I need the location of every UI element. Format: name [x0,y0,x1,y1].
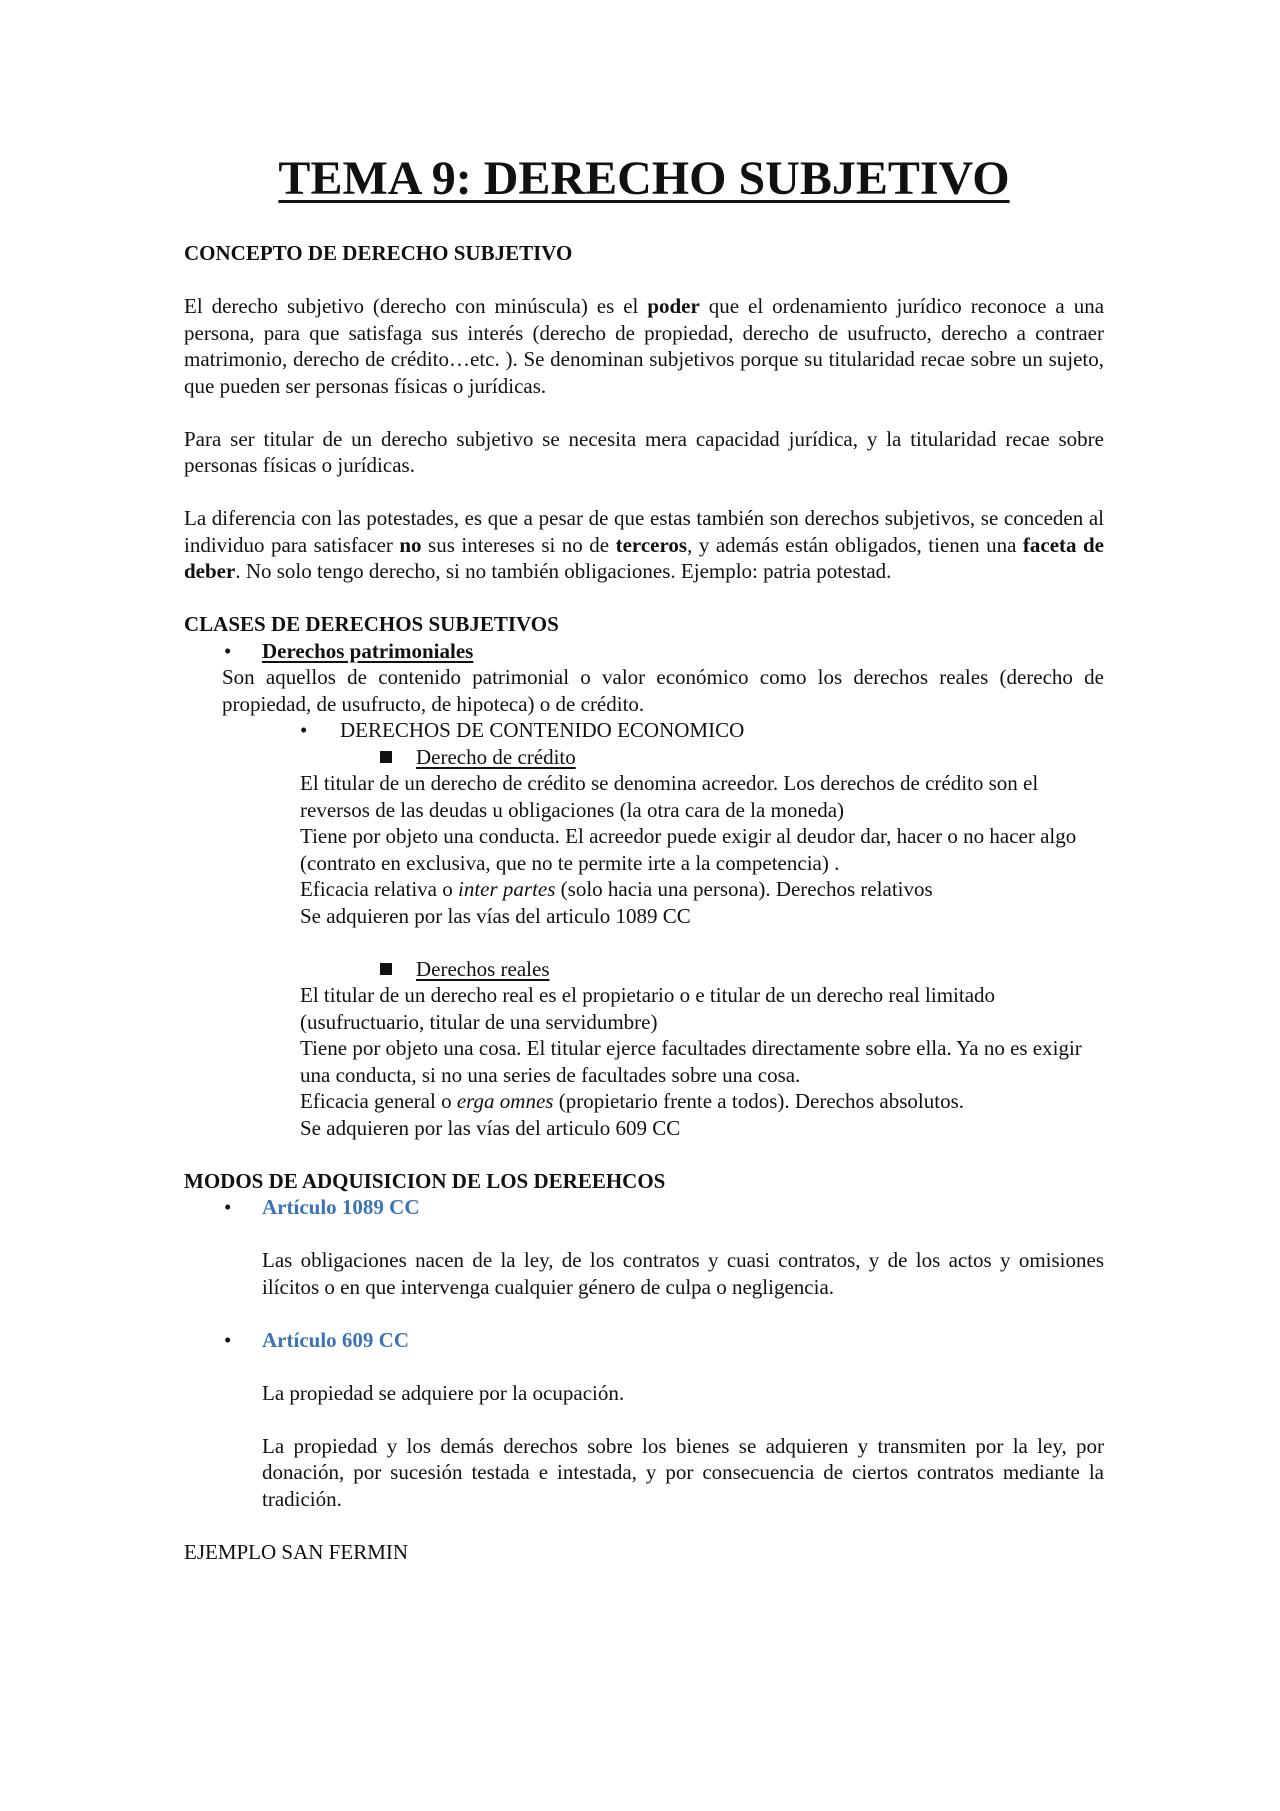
patrimoniales-description: Son aquellos de contenido patrimonial o valor económico como los derechos reales (derecho de propiedad, de usufructo, de hipoteca) o de crédito. [222,665,1104,716]
list-item-reales [184,956,1104,983]
reales-details: El titular de un derecho real es el propietario o e titular de un derecho real limitado (usufructuario, titular de una servidumbre) Tiene por objeto una cosa. El titular ejerce facultades directamente sobre ella. Ya no es exigir una conducta, si no una series de facultades sobre una cosa. Eficacia general o erga omnes (propietario frente a todos). Derechos absolutos. Se adquieren por las vías del articulo 609 CC [300,983,1082,1140]
art609-text-1: La propiedad se adquiere por la ocupación. [262,1380,625,1405]
list-item-patrimoniales [184,638,1104,665]
page-title: TEMA 9: DERECHO SUBJETIVO [278,152,1010,205]
list-item-art1089 [184,1194,1104,1221]
section-heading-clases: CLASES DE DERECHOS SUBJETIVOS [184,612,559,636]
credito-details: El titular de un derecho de crédito se denomina acreedor. Los derechos de crédito son el reversos de las deudas u obligaciones (la otra cara de la moneda) Tiene por objeto una conducta. El acreedor puede exigir al deudor dar, hacer o no hacer algo (contrato en exclusiva, que no te permite irte a la competencia) . Eficacia relativa o inter partes (solo hacia una persona). Derechos relativos Se adquieren por las vías del articulo 1089 CC [300,771,1077,928]
reales-label: Derechos reales [416,956,550,981]
square-bullet-icon [380,751,392,763]
art1089-link[interactable]: Artículo 1089 CC [262,1195,420,1219]
bullet-icon: • [224,1327,232,1352]
section-heading-concepto: CONCEPTO DE DERECHO SUBJETIVO [184,241,573,265]
section-heading-modos: MODOS DE ADQUISICION DE LOS DEREEHCOS [184,1168,666,1193]
paragraph-concepto: El derecho subjetivo (derecho con minúscula) es el poder que el ordenamiento jurídico reconoce a una persona, para que satisfaga sus interés (derecho de propiedad, derecho de usufructo, derecho a contraer matrimonio, derecho de crédito…etc. ). Se denominan subjetivos porque su titularidad recae sobre un sujeto, que pueden ser personas físicas o jurídicas. [184,294,1105,398]
art609-text-2: La propiedad y los demás derechos sobre los bienes se adquieren y transmiten por la ley, por donación, por sucesión testada e intestada, y por consecuencia de ciertos contratos mediante la tradición. [262,1433,1104,1511]
footer-note: EJEMPLO SAN FERMIN [184,1539,409,1564]
patrimoniales-label: Derechos patrimoniales [262,638,474,663]
list-item-credito [184,744,1104,771]
art1089-text: Las obligaciones nacen de la ley, de los contratos y cuasi contratos, y de los actos y omisiones ilícitos o en que intervenga cualquier género de culpa o negligencia. [262,1248,1104,1299]
document-body [184,150,1104,1565]
bullet-icon: • [224,1195,232,1219]
square-bullet-icon [380,963,392,975]
bullet-icon: • [300,718,308,742]
list-item-art609 [184,1327,1104,1354]
credito-label: Derecho de crédito [416,744,576,769]
economico-label: DERECHOS DE CONTENIDO ECONOMICO [340,718,745,742]
paragraph-potestades: La diferencia con las potestades, es que a pesar de que estas también son derechos subjetivos, se conceden al individuo para satisfacer no sus intereses si no de terceros, y además están obligados, tienen una faceta de deber. No solo tengo derecho, si no también obligaciones. Ejemplo: patria potestad. [184,506,1104,583]
paragraph-titularidad: Para ser titular de un derecho subjetivo se necesita mera capacidad jurídica, y la titularidad recae sobre personas físicas o jurídicas. [184,426,1104,477]
list-item-economico [184,717,1104,744]
art609-link[interactable]: Artículo 609 CC [262,1327,409,1352]
bullet-icon: • [224,638,232,663]
